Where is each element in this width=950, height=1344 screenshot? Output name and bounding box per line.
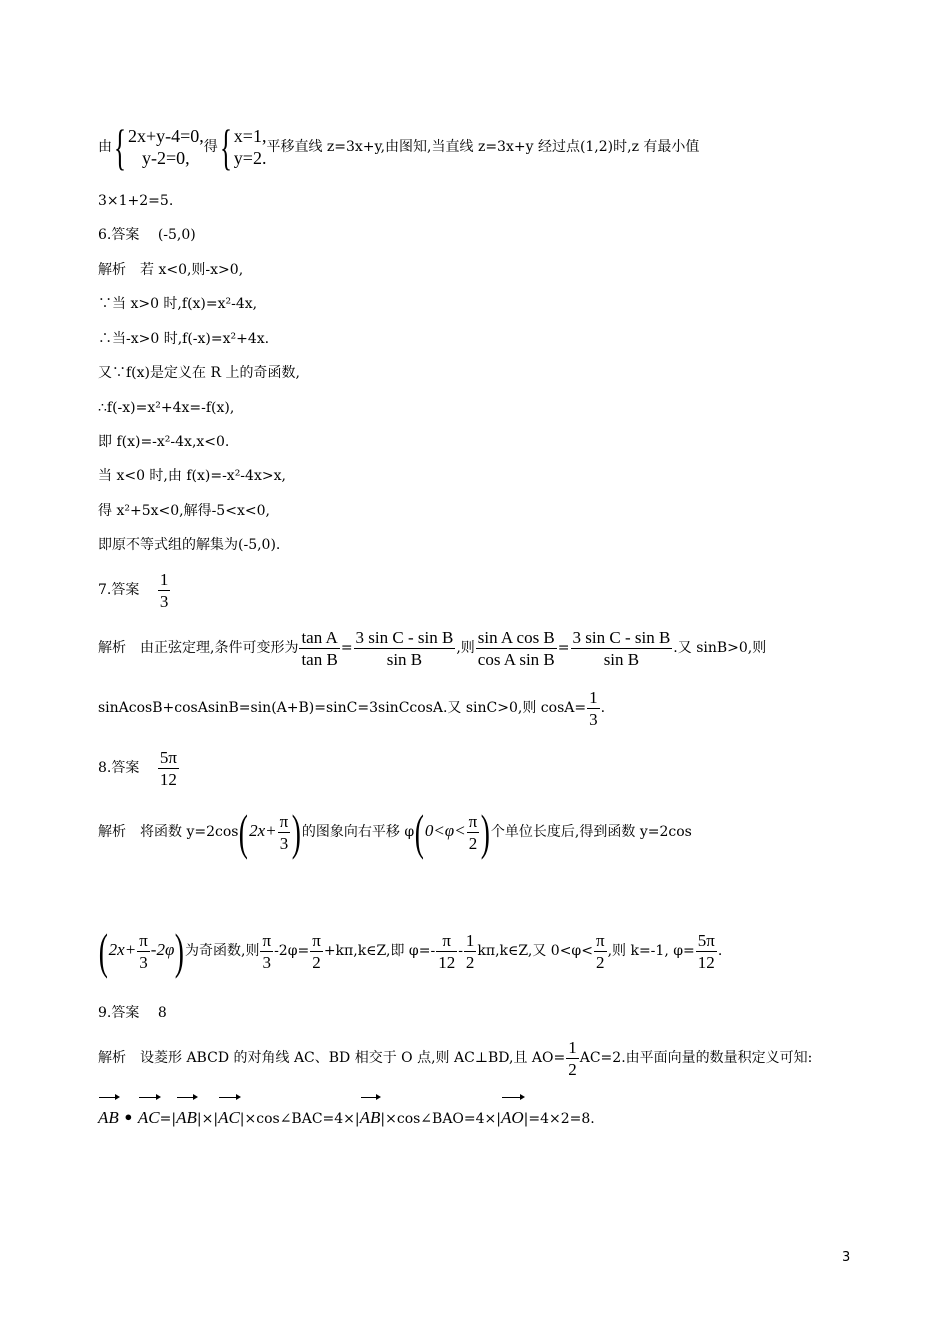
q8-answer-fraction: $\frac{5\pi}{12}$ (159, 747, 177, 789)
vector-ab-3: AB (360, 1094, 381, 1134)
q8-answer (98, 746, 180, 790)
q6-answer-value: (-5,0) (157, 227, 196, 243)
q9-answer (98, 1004, 167, 1022)
fraction-sin-2: $\frac{\text{3 sin C - sin B}}{\text{sin B}}$ (572, 627, 671, 669)
solution-x: x=1, (233, 126, 267, 146)
equation-system-1 (128, 125, 204, 169)
q8-line-2: (2x+ $\frac{\pi}{3}$ -2φ)为奇函数,则 $\frac{\pi}{3}$ -2φ= $\frac{\pi}{2}$ +kπ,k∈Z,即 φ=- $\frac{\pi}{12}$ - $\frac{1}{2}$ kπ,k∈Z,又 0<φ< $\frac{\pi}{2}$ ,则 k=-1, φ= $\frac{5\pi}{12}$ . (98, 923, 723, 979)
q6-line-3: ∴当-x>0 时,f(-x)=x²+4x. (98, 331, 270, 347)
q9-line-1: 解析 设菱形 ABCD 的对角线 AC、BD 相交于 O 点,则 AC⊥BD,且 AO= $\frac{1}{2}$ AC=2.由平面向量的数量积定义可知: (98, 1037, 813, 1079)
q7-answer-fraction: $\frac{1}{3}$ (159, 569, 169, 611)
vector-ac-2: AC (218, 1094, 240, 1134)
vector-ao: AO (501, 1094, 524, 1134)
q8-answer-label: 8.答案 (98, 760, 140, 776)
q6-line-6: 即 f(x)=-x²-4x,x<0. (98, 434, 230, 450)
line-system (98, 119, 700, 175)
line-min-value: 3×1+2=5. (98, 193, 174, 209)
q6-answer-label: 6.答案 (98, 227, 140, 243)
text-translate-line: 平移直线 z=3x+y,由图知,当直线 z=3x+y 经过点(1,2)时,z 有最小值 (266, 139, 700, 155)
q9-answer-label: 9.答案 (98, 1005, 140, 1021)
vector-ab: AB (98, 1094, 119, 1134)
q8-line-1: 解析 将函数 y=2cos(2x+ $\frac{\pi}{3}$ )的图象向右平移 φ(0<φ< $\frac{\pi}{2}$ )个单位长度后,得到函数 y=2cos (98, 804, 692, 860)
solution-y: y=2. (233, 148, 267, 168)
page-number: 3 (842, 1250, 851, 1265)
q6-line-9: 即原不等式组的解集为(-5,0). (98, 537, 281, 553)
q6-line-8: 得 x²+5x<0,解得-5<x<0, (98, 503, 270, 519)
q6-answer (98, 226, 196, 244)
fraction-cosA: $\frac{1}{3}$ (589, 687, 598, 729)
q7-line-2: sinAcosB+cosAsinB=sin(A+B)=sinC=3sinCcosA.又 sinC>0,则 cosA= $\frac{1}{3}$ . (98, 687, 606, 729)
fraction-half: $\frac{1}{2}$ (568, 1037, 577, 1079)
equation-1: 2x+y-4=0, (128, 126, 204, 146)
fraction-tan: $\frac{\text{tan A}}{\text{tan B}}$ (301, 627, 338, 669)
q7-line-1: 解析 由正弦定理,条件可变形为 $\frac{\text{tan A}}{\text{tan B}}$ = $\frac{\text{3 sin C - sin B}}{\text{sin B}}$ ,则 $\frac{\text{sin A cos B}}{\text{cos A sin B}}$ = $\frac{\text{3 sin C - sin B}}{\text{sin B}}$ .又 sinB>0,则 (98, 627, 767, 669)
text-you: 由 (98, 139, 112, 155)
fraction-sincos: $\frac{\text{sin A cos B}}{\text{cos A sin B}}$ (477, 627, 555, 669)
q7-answer-label: 7.答案 (98, 582, 140, 598)
q6-line-2: ∵当 x>0 时,f(x)=x²-4x, (98, 296, 258, 312)
q9-answer-value: 8 (157, 1005, 167, 1021)
left-brace: { (114, 119, 126, 175)
dot-operator: • (123, 1108, 134, 1127)
text-de: 得 (203, 139, 218, 155)
q6-line-7: 当 x<0 时,由 f(x)=-x²-4x>x, (98, 468, 286, 484)
left-brace-2: { (219, 119, 232, 175)
equation-2: y-2=0, (142, 148, 190, 168)
q6-line-5: ∴f(-x)=x²+4x=-f(x), (98, 400, 235, 416)
vector-ab-2: AB (176, 1094, 197, 1134)
q6-line-4: 又∵f(x)是定义在 R 上的奇函数, (98, 365, 300, 381)
q6-line-1: 解析 若 x<0,则-x>0, (98, 262, 244, 278)
equation-system-2 (234, 125, 267, 169)
vector-ac: AC (138, 1094, 160, 1134)
q7-answer (98, 568, 171, 612)
fraction-sin-1: $\frac{\text{3 sin C - sin B}}{\text{sin B}}$ (355, 627, 454, 669)
q9-line-2: AB • AC=|AB|×|AC|×cos∠BAC=4×|AB|×cos∠BAO=4×|AO|=4×2=8. (98, 1094, 595, 1135)
